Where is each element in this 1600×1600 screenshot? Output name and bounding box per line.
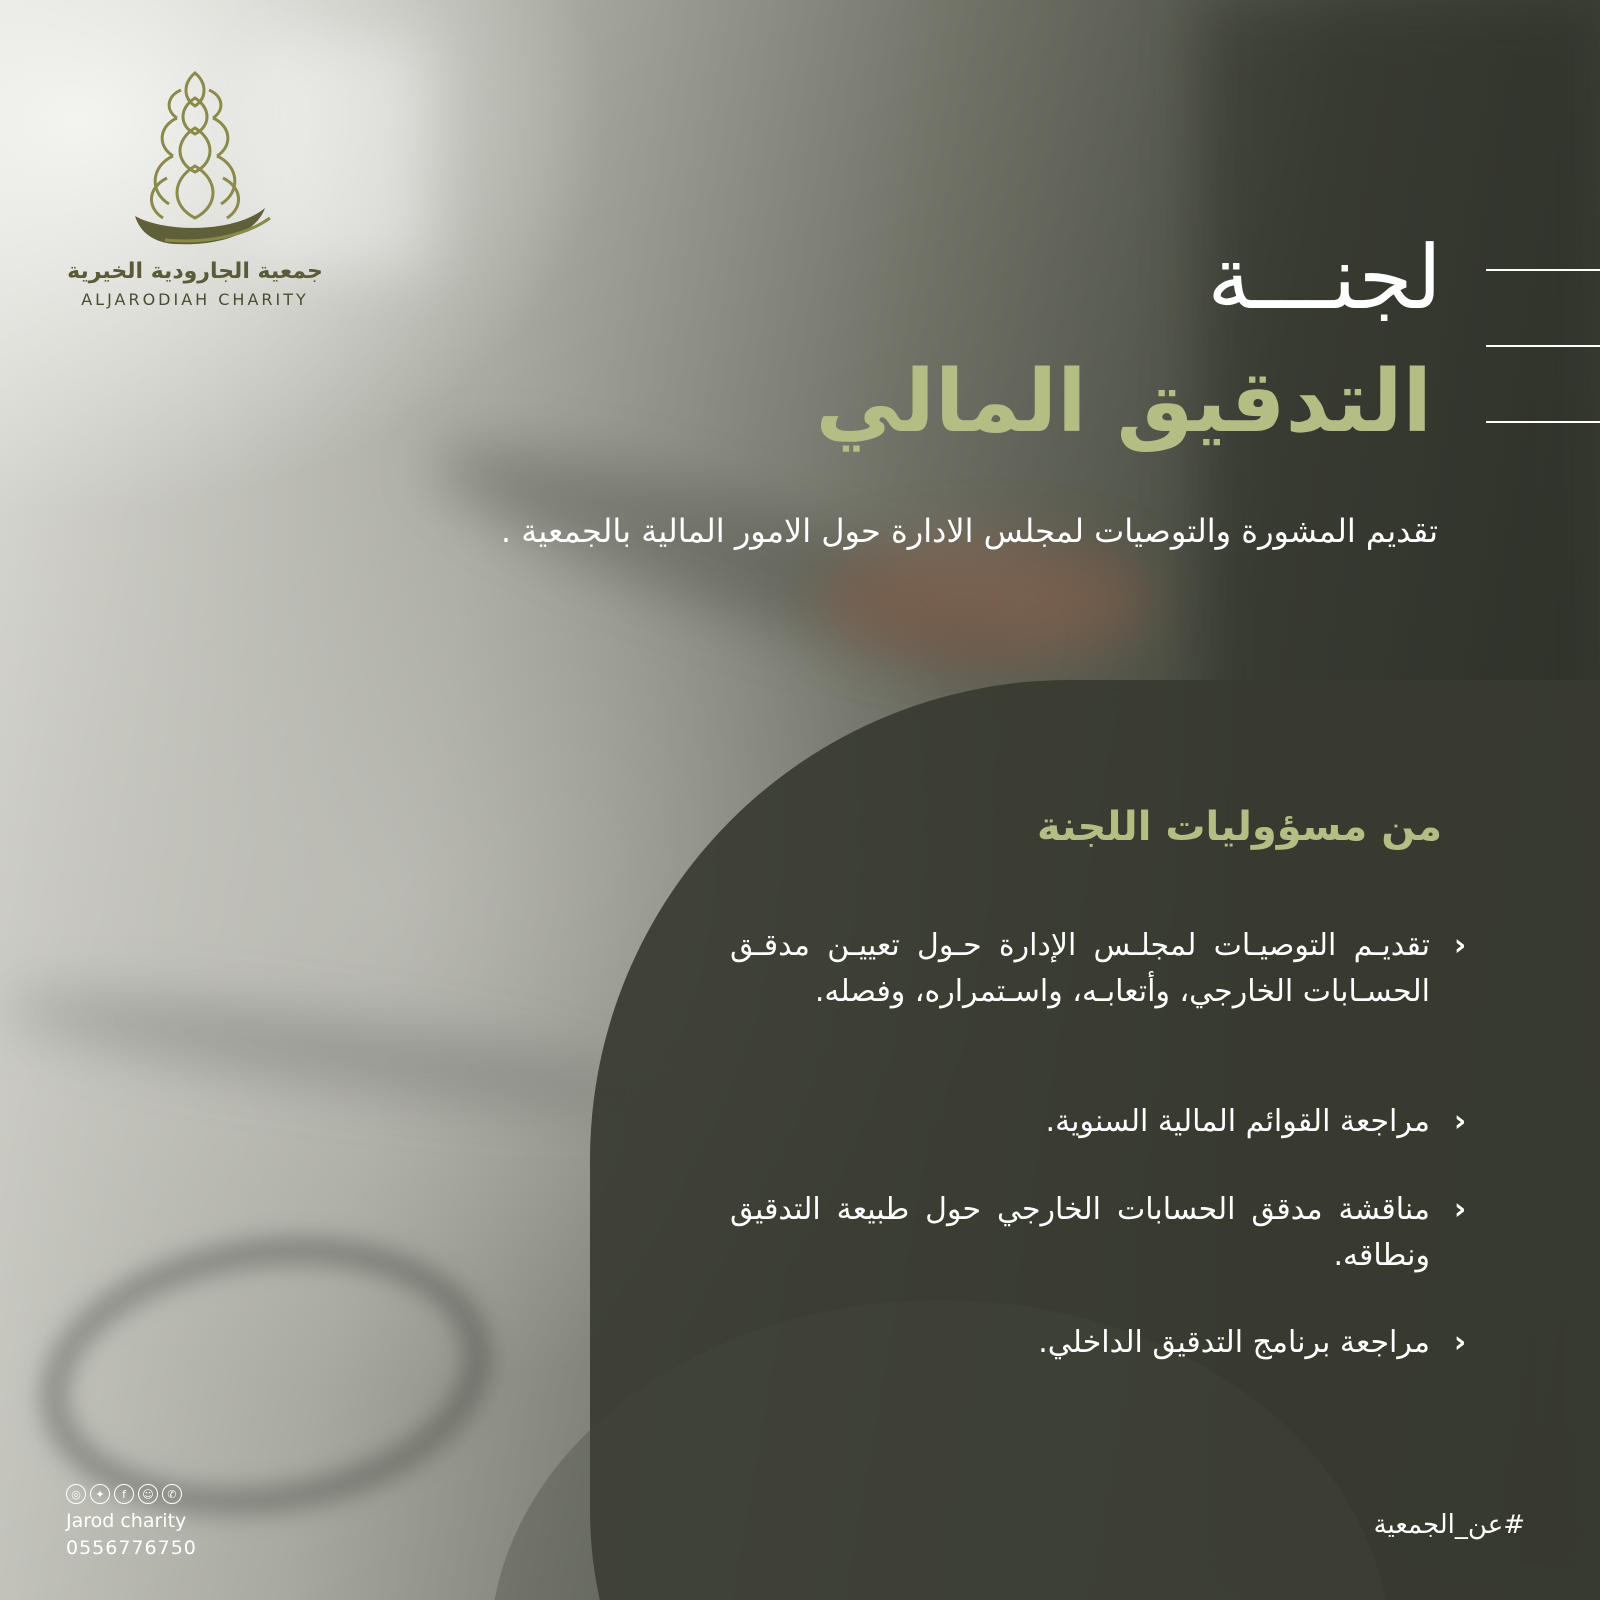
snapchat-icon[interactable]: ☺	[138, 1484, 158, 1504]
facebook-icon[interactable]: f	[114, 1484, 134, 1504]
background-blur-paper	[0, 976, 641, 1124]
list-item-text: مناقشة مدقق الحسابات الخارجي حول طبيعة التدقيق ونطاقه.	[730, 1192, 1430, 1273]
list-item-text: مراجعة القوائم المالية السنوية.	[1045, 1104, 1430, 1139]
chevron-left-icon: ‹	[1453, 1104, 1467, 1139]
list-item-text: تقديـم التوصيـات لمجلـس الإدارة حـول تعييـن مدقـق الحسـابات الخارجي، وأتعابـه، واسـتمراره، وفصله.	[730, 928, 1430, 1009]
decorative-line	[1486, 269, 1600, 271]
logo-english-name: ALJARODIAH CHARITY	[81, 290, 309, 309]
chevron-left-icon: ‹	[1453, 1192, 1467, 1227]
hashtag: #عن_الجمعية	[1373, 1510, 1525, 1540]
whatsapp-icon[interactable]: ✆	[162, 1484, 182, 1504]
list-item	[720, 1099, 1490, 1145]
wheat-leaf-icon	[95, 68, 295, 253]
charity-logo	[60, 68, 330, 309]
list-item	[720, 1320, 1490, 1366]
title-committee: لجنـــة	[1207, 226, 1442, 329]
responsibilities-heading: من مسؤوليات اللجنة	[1036, 804, 1442, 850]
list-item	[720, 1187, 1490, 1279]
twitter-icon[interactable]: ✦	[90, 1484, 110, 1504]
chevron-left-icon: ‹	[1453, 1325, 1467, 1360]
contact-name: Jarod charity	[66, 1510, 187, 1532]
background-blur-hand	[820, 540, 1150, 660]
title-financial-audit: التدقيق المالي	[815, 352, 1432, 452]
instagram-icon[interactable]: ◎	[66, 1484, 86, 1504]
decorative-line	[1486, 345, 1600, 347]
logo-arabic-name: جمعية الجارودية الخيرية	[67, 259, 323, 284]
social-icons	[66, 1484, 182, 1504]
list-item	[720, 923, 1490, 1015]
list-item-text: مراجعة برنامج التدقيق الداخلي.	[1038, 1325, 1430, 1360]
contact-phone: 0556776750	[66, 1537, 197, 1559]
decorative-line	[1486, 421, 1600, 423]
committee-description: تقديم المشورة والتوصيات لمجلس الادارة حول الامور المالية بالجمعية .	[500, 512, 1438, 550]
chevron-left-icon: ‹	[1453, 928, 1467, 963]
